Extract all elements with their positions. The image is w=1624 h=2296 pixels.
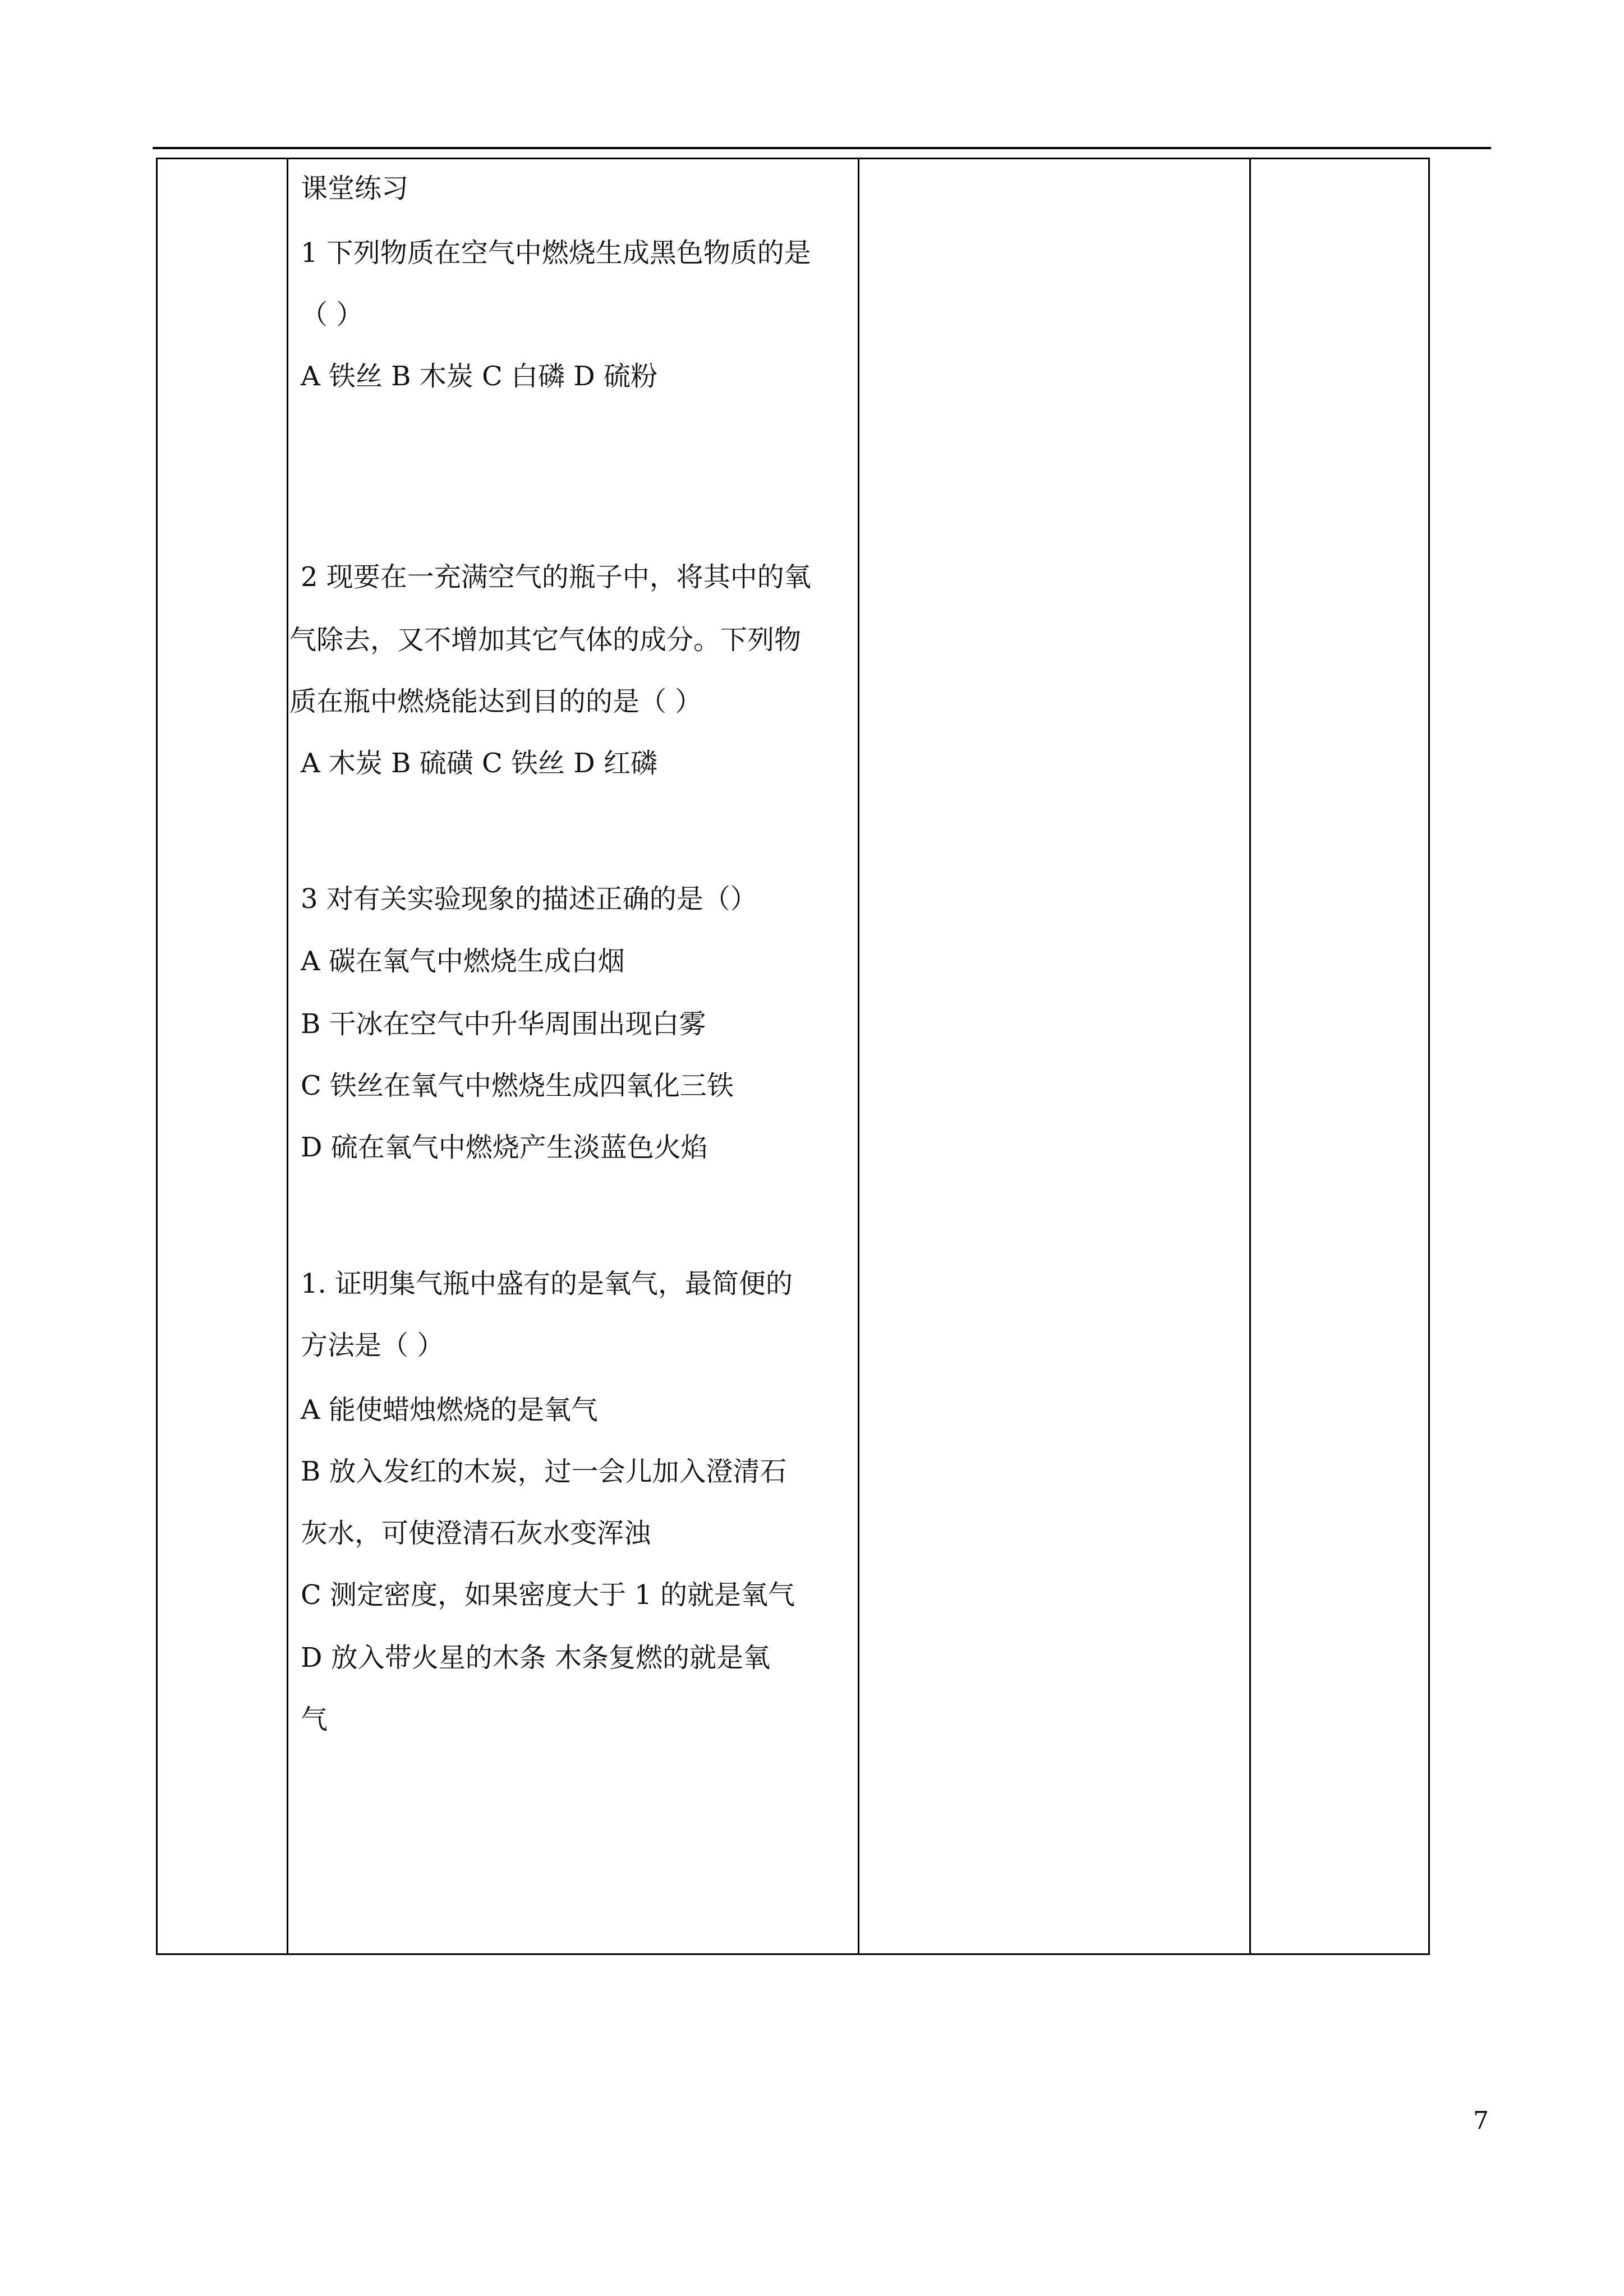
question-1-options: A 铁丝 B 木炭 C 白磷 D 硫粉	[301, 361, 657, 392]
table-cell-left	[157, 159, 288, 1954]
header-rule	[153, 147, 1491, 149]
question-2-options: A 木炭 B 硫磺 C 铁丝 D 红磷	[301, 748, 657, 779]
question-3-option-b: B 干冰在空气中升华周围出现白雾	[301, 1008, 706, 1040]
question-4-option-b-line-2: 灰水，可使澄清石灰水变浑浊	[301, 1518, 651, 1549]
question-4-stem-line-2: 方法是（ ）	[301, 1330, 444, 1361]
question-2-stem-line-3: 质在瓶中燃烧能达到目的的是（ ）	[289, 686, 702, 717]
table-cell-right	[1250, 159, 1429, 1954]
lesson-table	[156, 158, 1430, 1955]
question-1-blank: （ ）	[301, 299, 364, 330]
exercise-content	[288, 159, 858, 1953]
table-cell-exercises	[288, 159, 859, 1954]
question-4-option-a: A 能使蜡烛燃烧的是氧气	[301, 1394, 598, 1426]
question-2-stem-line-2: 气除去，又不增加其它气体的成分。下列物	[289, 624, 802, 656]
question-4-stem-line-1: 1. 证明集气瓶中盛有的是氧气，最简便的	[301, 1268, 793, 1299]
question-4-option-d-line-1: D 放入带火星的木条 木条复燃的就是氧	[301, 1642, 771, 1673]
question-1-stem: 1 下列物质在空气中燃烧生成黑色物质的是	[301, 237, 811, 269]
question-4-option-d-line-2: 气	[301, 1704, 328, 1735]
exercise-heading: 课堂练习	[301, 173, 409, 204]
question-3-option-a: A 碳在氧气中燃烧生成白烟	[301, 946, 625, 977]
question-3-option-c: C 铁丝在氧气中燃烧生成四氧化三铁	[301, 1070, 734, 1101]
question-4-option-b-line-1: B 放入发红的木炭，过一会儿加入澄清石	[301, 1456, 787, 1487]
table-row	[157, 159, 1429, 1954]
page-number: 7	[1473, 2106, 1489, 2135]
question-2-stem-line-1: 2 现要在一充满空气的瓶子中，将其中的氧	[301, 561, 811, 593]
question-3-option-d: D 硫在氧气中燃烧产生淡蓝色火焰	[301, 1132, 708, 1163]
question-4-option-c: C 测定密度，如果密度大于 1 的就是氧气	[301, 1579, 795, 1611]
table-cell-empty	[859, 159, 1250, 1954]
question-3-stem: 3 对有关实验现象的描述正确的是（）	[301, 883, 757, 915]
